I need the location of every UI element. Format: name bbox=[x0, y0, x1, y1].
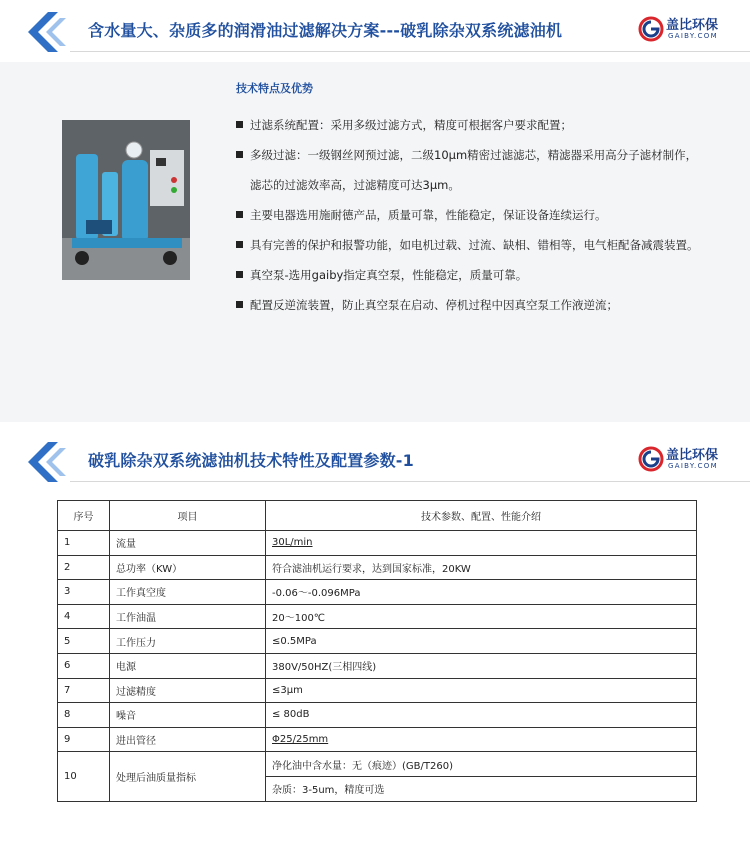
logo-name: 盖比环保 bbox=[666, 18, 719, 33]
table-header: 序号 bbox=[58, 501, 110, 531]
logo-sub: GAIBY.COM bbox=[668, 32, 718, 40]
table-cell: -0.06～-0.096MPa bbox=[266, 580, 697, 605]
table-cell: 过滤精度 bbox=[110, 678, 266, 703]
table-cell: 380V/50HZ(三相四线) bbox=[266, 653, 697, 678]
list-item: 多级过滤：一级钢丝网预过滤，二级10μm精密过滤滤芯，精滤器采用高分子滤材制作，滤芯的过滤效率高，过滤精度可达3μm。 bbox=[236, 140, 706, 200]
table-row bbox=[58, 531, 697, 556]
list-item: 具有完善的保护和报警功能，如电机过载、过流、缺相、错相等，电气柜配备减震装置。 bbox=[236, 230, 706, 260]
table-cell: 7 bbox=[58, 678, 110, 703]
table-cell bbox=[266, 531, 697, 556]
divider bbox=[70, 51, 750, 52]
table-cell: 符合滤油机运行要求，达到国家标准，20KW bbox=[266, 555, 697, 580]
header-top bbox=[0, 0, 750, 62]
list-item: 过滤系统配置：采用多级过滤方式，精度可根据客户要求配置； bbox=[236, 110, 706, 140]
page-title: 含水量大、杂质多的润滑油过滤解决方案---破乳除杂双系统滤油机 bbox=[88, 21, 563, 40]
table-cell: 工作油温 bbox=[110, 604, 266, 629]
features-list bbox=[236, 110, 706, 320]
table-row bbox=[58, 653, 697, 678]
table-row bbox=[58, 629, 697, 654]
machine-illustration bbox=[62, 120, 190, 280]
table-row bbox=[58, 703, 697, 728]
logo-mark-icon bbox=[638, 16, 664, 42]
table-cell: 3 bbox=[58, 580, 110, 605]
logo-sub: GAIBY.COM bbox=[668, 462, 718, 470]
chevron-left-icon bbox=[22, 440, 70, 484]
table-row bbox=[58, 555, 697, 580]
table-cell: 进出管径 bbox=[110, 727, 266, 752]
table-cell: 2 bbox=[58, 555, 110, 580]
table-cell: 1 bbox=[58, 531, 110, 556]
list-item: 真空泵-选用gaiby指定真空泵，性能稳定，质量可靠。 bbox=[236, 260, 706, 290]
divider bbox=[70, 481, 750, 482]
table-cell: 工作真空度 bbox=[110, 580, 266, 605]
table-header-row bbox=[58, 501, 697, 531]
table-cell: 流量 bbox=[110, 531, 266, 556]
chevron-left-icon bbox=[22, 10, 70, 54]
table-cell: 5 bbox=[58, 629, 110, 654]
table-row bbox=[58, 678, 697, 703]
table-cell: 6 bbox=[58, 653, 110, 678]
table-cell: 处理后油质量指标 bbox=[110, 752, 266, 801]
table-cell: ≤3μm bbox=[266, 678, 697, 703]
logo-mark-icon bbox=[638, 446, 664, 472]
section-title: 破乳除杂双系统滤油机技术特性及配置参数-1 bbox=[88, 451, 414, 470]
product-photo bbox=[62, 120, 190, 280]
table-cell: 4 bbox=[58, 604, 110, 629]
cell-value: 30L/min bbox=[272, 537, 313, 549]
table-row bbox=[58, 752, 697, 777]
table-cell: 20～100℃ bbox=[266, 604, 697, 629]
table-cell: 噪音 bbox=[110, 703, 266, 728]
table-row bbox=[58, 580, 697, 605]
table-cell: 净化油中含水量：无（痕迹）(GB/T260) bbox=[266, 752, 697, 777]
table-header: 技术参数、配置、性能介绍 bbox=[266, 501, 697, 531]
cell-value: Φ25/25mm bbox=[272, 734, 329, 746]
table-cell: ≤0.5MPa bbox=[266, 629, 697, 654]
table-cell: 9 bbox=[58, 727, 110, 752]
table-header: 项目 bbox=[110, 501, 266, 531]
table-cell bbox=[266, 727, 697, 752]
table-row bbox=[58, 727, 697, 752]
table-cell: 工作压力 bbox=[110, 629, 266, 654]
list-item: 主要电器选用施耐德产品，质量可靠，性能稳定，保证设备连续运行。 bbox=[236, 200, 706, 230]
features-title: 技术特点及优势 bbox=[236, 82, 313, 95]
list-item: 配置反逆流装置，防止真空泵在启动、停机过程中因真空泵工作液逆流； bbox=[236, 290, 706, 320]
spec-table bbox=[57, 500, 697, 802]
brand-logo bbox=[638, 444, 722, 476]
table-cell: 10 bbox=[58, 752, 110, 801]
features-section bbox=[0, 62, 750, 422]
logo-name: 盖比环保 bbox=[666, 448, 719, 463]
table-row bbox=[58, 604, 697, 629]
table-cell: 杂质：3-5um，精度可选 bbox=[266, 776, 697, 801]
brand-logo bbox=[638, 14, 722, 46]
table-cell: ≤ 80dB bbox=[266, 703, 697, 728]
table-cell: 电源 bbox=[110, 653, 266, 678]
header-spec bbox=[0, 430, 750, 492]
table-cell: 8 bbox=[58, 703, 110, 728]
table-cell: 总功率（KW） bbox=[110, 555, 266, 580]
